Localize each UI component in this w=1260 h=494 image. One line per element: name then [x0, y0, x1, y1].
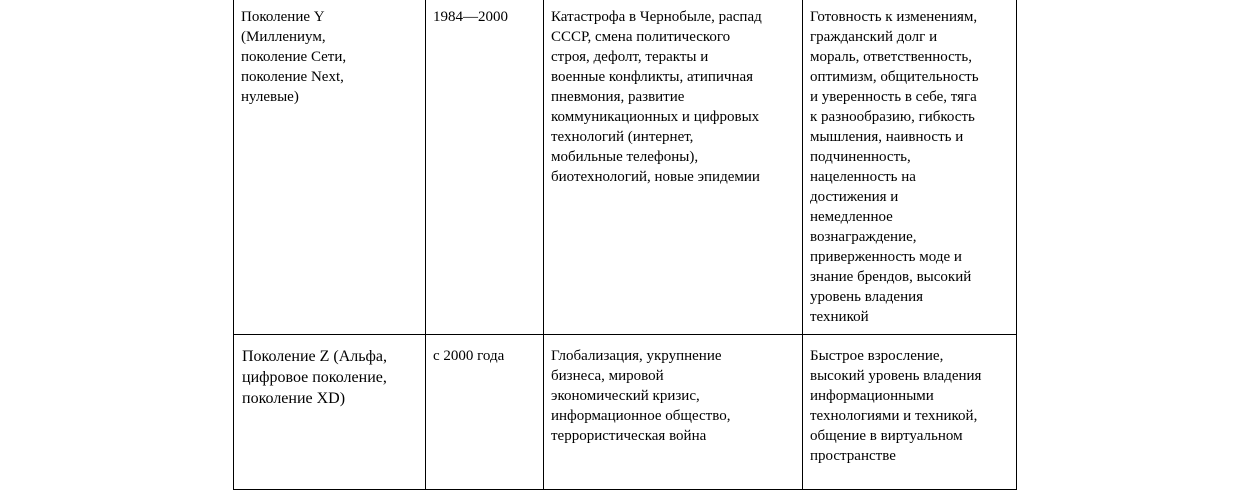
generation-name-cell	[234, 0, 426, 334]
generation-name-cell	[234, 334, 426, 489]
years-cell	[426, 0, 544, 334]
generation-name: Поколение Y (Миллениум, поколение Сети, поколение Next, нулевые)	[241, 9, 347, 105]
table-row	[234, 334, 1017, 489]
generation-events: Катастрофа в Чернобыле, распад СССР, смена политического строя, дефолт, теракты и военные конфликты, атипичная пневмония, развитие коммуникационных и цифровых технологий (интернет, мобильные телефоны), биотехнологий, новые эпидемии	[551, 9, 762, 185]
generations-table	[233, 0, 1017, 490]
generation-traits: Быстрое взросление, высокий уровень владения информационными технологиями и техникой, общение в виртуальном пространстве	[810, 347, 982, 464]
events-cell	[544, 334, 803, 489]
generation-name: Поколение Z (Альфа, цифровое поколение, поколение XD)	[242, 347, 388, 407]
events-cell	[544, 0, 803, 334]
generation-events: Глобализация, укрупнение бизнеса, мировой экономический кризис, информационное общество, террористическая война	[551, 347, 731, 444]
generation-years: с 2000 года	[433, 347, 505, 364]
table-row	[234, 0, 1017, 334]
generation-years: 1984—2000	[433, 9, 508, 25]
traits-cell	[803, 334, 1017, 489]
years-cell	[426, 334, 544, 489]
traits-cell	[803, 0, 1017, 334]
generation-traits: Готовность к изменениям, гражданский долг и мораль, ответственность, оптимизм, общительность и уверенность в себе, тяга к разнообразию, гибкость мышления, наивность и подчиненность, нацеленность на достижения и немедленное вознаграждение, приверженность моде и знание брендов, высокий уровень владения техникой	[810, 9, 979, 325]
